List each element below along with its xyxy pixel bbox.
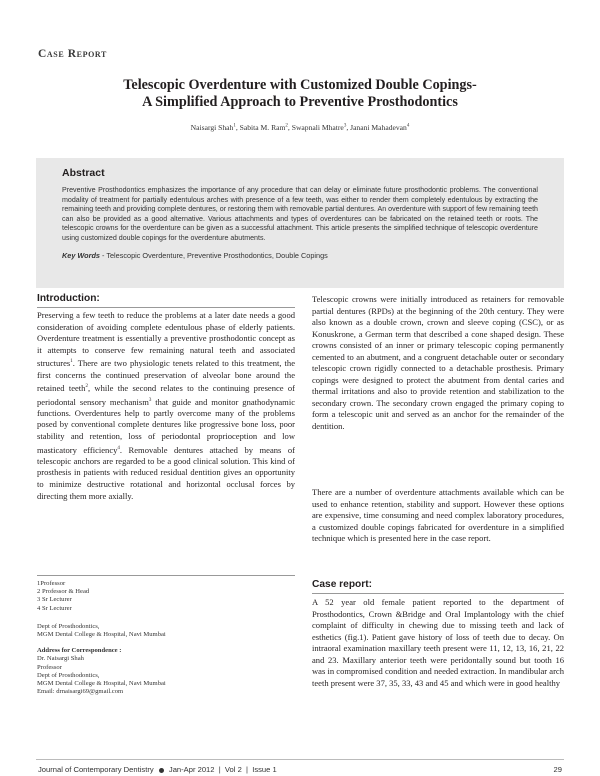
case-report-rule (312, 593, 564, 594)
abstract-box (36, 158, 564, 288)
title-line-1: Telescopic Overdenture with Customized Double Copings- (123, 77, 477, 93)
journal-footer (38, 765, 277, 774)
section-label: Case Report (38, 48, 107, 60)
case-report-heading: Case report: (312, 579, 373, 590)
author: Swapnali Mhatre$^3$ (291, 123, 347, 132)
correspondence-line: MGM Dental College & Hospital, Navi Mumbai (37, 680, 166, 688)
footnote-role: 1Professor (37, 580, 66, 587)
bullet-icon (159, 768, 164, 773)
right-paragraph-2: There are a number of overdenture attachments available which can be used to enhance retention, stability and support. However these options are expensive, time consuming and need complex laboratory procedures, a customized double copings fabricated for overdenture in a simplified technique which is presented here in the case report. (312, 487, 564, 544)
page-number: 29 (553, 765, 562, 774)
correspondence-email: Email: drnaisargi69@gmail.com (37, 688, 124, 696)
keywords (62, 251, 538, 260)
author: Sabita M. Ram$^2$ (239, 123, 288, 132)
footnote-role: 2 Professor & Head (37, 588, 90, 596)
author: Janani Mahadevan$^4$ (350, 123, 410, 132)
intro-paragraph: Preserving a few teeth to reduce the problems at a later date needs a good consideration of avoiding complete edentulous phase of elderly patients. Overdenture treatment is essentially a preventive prosthodontic concept as it attempts to conserve few remaining natural teeth and associated structures$^1$. There are two physiologic tenets related to this treatment, the first concerns the continued preservation of alveolar bone around the retained teeth$^2$, while the second relates to the continuing presence of periodontal sensory mechanism$^3$ that guide and monitor gnathodynamic functions. Overdentures help to partly overcome many of the problems posed by conventional complete dentures like progressive bone loss, poor stability and retention, loss of periodontal proprioception and low masticatory efficiency$^4$. Removable dentures attached by means of telescopic anchors are regarded to be a good clinical solution. This kind of prosthesis in patients with reduced residual dentition gives an opportunity to minimize destructive rotational and horizontal occlusal forces by directing them more axially. (37, 310, 295, 501)
keywords-text: - Telescopic Overdenture, Preventive Prosthodontics, Double Copings (99, 250, 328, 260)
correspondence-heading: Address for Correspondence : (37, 647, 122, 655)
intro-heading: Introduction: (37, 293, 100, 304)
abstract-heading: Abstract (62, 167, 105, 179)
right-paragraph-1: Telescopic crowns were initially introduced as retainers for removable partial dentures (RPDs) at the beginning of the 20th century. They were also known as a double crown, crown and sleeve coping (CSC), or as Konuskrone, a German term that described a cone shaped design. These crowns consisted of an inner or primary telescopic coping permanently cemented to an abutment, and a congruent detachable outer or secondary telescopic crown rigidly connected to a detachable prosthesis. Primary copings were designed to protect the abutment from dental caries and thermal irritations and also to provide retention and stabilization to the secondary crown. The secondary crown engaged the primary coping to form a telescopic unit and served as an anchor for the remainder of the dentition. (312, 294, 564, 432)
abstract-text: Preventive Prosthodontics emphasizes the importance of any procedure that can delay or eliminate future prosthodontic problems. The conventional modality of treatment for partially edentulous arches with presence of a few teeth, was either to render them completely edentulous by extracting the remaining teeth and providing complete dentures, or restoring them with removable partial dentures. An overdenture with support of few remaining teeth can also be provided as a good alternative. Various attachments and types of overdentures can be fabricated on the retained teeth or roots. The telescopic crowns for the overdenture can be given as a successful attachment. This article presents the simplified technique of telescopic overdenture using customized double copings for the overdenture abutments. (62, 186, 538, 242)
keywords-label: Key Words (62, 250, 100, 260)
footnote-dept: Dept of Prosthodontics, (37, 622, 100, 630)
title-line-2: A Simplified Approach to Preventive Prosthodontics (142, 94, 458, 110)
footnote-rule (37, 575, 295, 576)
footer-rule (36, 759, 564, 760)
issue-info: Jan-Apr 2012 | Vol 2 | Issue 1 (168, 765, 277, 774)
author: Naisargi Shah$^1$ (190, 123, 236, 132)
author-list: Naisargi Shah$^1$, Sabita M. Ram$^2$, Swapnali Mhatre$^3$, Janani Mahadevan$^4$ (190, 123, 410, 132)
article-title (40, 77, 560, 111)
intro-rule (37, 307, 295, 308)
case-report-paragraph: A 52 year old female patient reported to the department of Prosthodontics, Crown &Bridge and Oral Implantology with the chief complaint of difficulty in chewing due to missing teeth and lack of esthetics (fig.1). Patient gave history of loss of teeth due to decay. On intraoral examination maxillary teeth present were 11, 12, 13, 16, 21, 22 and 23. Maxillary anterior teeth were peridontally sound but tooth 16 was in compromised condition and needed extraction. In mandibular arch teeth present were 37, 35, 33, 43 and 45 and which were in good healthy (312, 597, 564, 688)
correspondence-line: Dept of Prosthodontics, (37, 671, 100, 679)
correspondence-line: Dr. Naisargi Shah (37, 655, 84, 663)
journal-name: Journal of Contemporary Dentistry (38, 765, 154, 774)
footnote-dept: MGM Dental College & Hospital, Navi Mumbai (37, 631, 166, 639)
footnote-role: 3 Sr Lecturer (37, 596, 72, 604)
correspondence-line: Professor (37, 663, 62, 671)
footnote-role: 4 Sr Lecturer (37, 604, 72, 612)
footnotes (37, 580, 295, 696)
